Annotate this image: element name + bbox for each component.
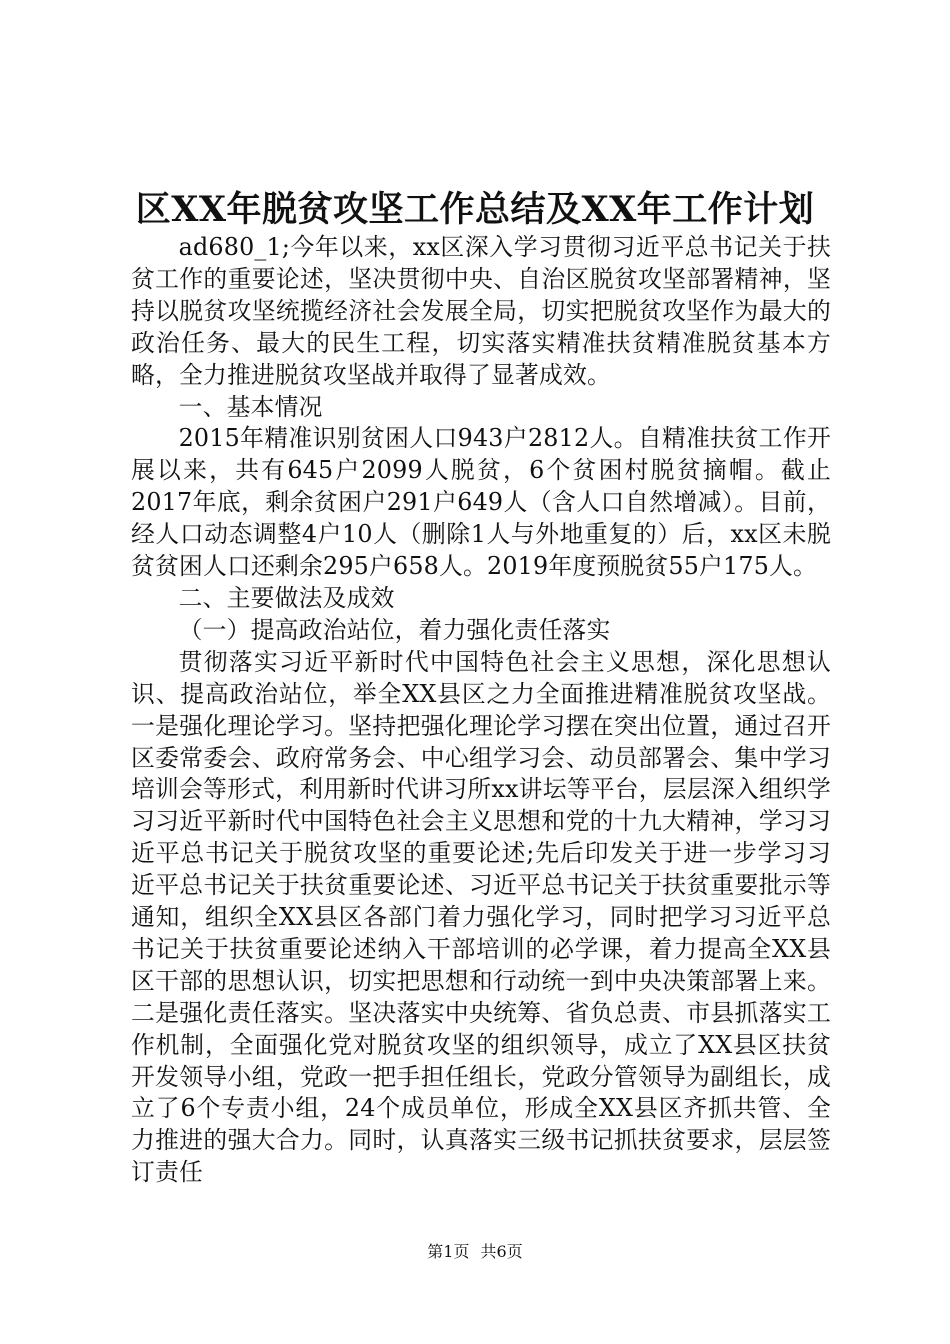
document-title: 区XX年脱贫攻坚工作总结及XX年工作计划 <box>135 189 815 230</box>
paragraph-basic-situation: 2015年精准识别贫困人口943户2812人。自精准扶贫工作开展以来，共有645户2099人脱贫，6个贫困村脱贫摘帽。截止2017年底，剩余贫困户291户649人（含人口自然增减）。目前，经人口动态调整4户10人（删除1人与外地重复的）后，xx区未脱贫贫困人口还剩余295户658人。2019年度预脱贫55户175人。 <box>131 424 831 581</box>
page-number: 第1页 <box>427 1242 470 1261</box>
paragraph-subsection-1: 贯彻落实习近平新时代中国特色社会主义思想，深化思想认识、提高政治站位，举全XX县区之力全面推进精准脱贫攻坚战。一是强化理论学习。坚持把强化理论学习摆在突出位置，通过召开区委常委会、政府常务会、中心组学习会、动员部署会、集中学习培训会等形式，利用新时代讲习所xx讲坛等平台，层层深入组织学习习近平新时代中国特色社会主义思想和党的十九大精神，学习习近平总书记关于脱贫攻坚的重要论述;先后印发关于进一步学习习近平总书记关于扶贫重要论述、习近平总书记关于扶贫重要批示等通知，组织全XX县区各部门着力强化学习，同时把学习习近平总书记关于扶贫重要论述纳入干部培训的必学课，着力提高全XX县区干部的思想认识，切实把思想和行动统一到中央决策部署上来。二是强化责任落实。坚决落实中央统筹、省负总责、市县抓落实工作机制，全面强化党对脱贫攻坚的组织领导，成立了XX县区扶贫开发领导小组，党政一把手担任组长，党政分管领导为副组长，成立了6个专责小组，24个成员单位，形成全XX县区齐抓共管、全力推进的强大合力。同时，认真落实三级书记抓扶贫要求，层层签订责任 <box>131 647 831 1187</box>
page-footer <box>0 1242 950 1262</box>
subsection-heading-1: （一）提高政治站位，着力强化责任落实 <box>178 615 611 644</box>
section-heading-basic: 一、基本情况 <box>178 392 323 421</box>
document-body <box>131 232 831 1189</box>
page-total: 共6页 <box>480 1242 523 1261</box>
paragraph-intro: ad680_1;今年以来，xx区深入学习贯彻习近平总书记关于扶贫工作的重要论述，坚决贯彻中央、自治区脱贫攻坚部署精神，坚持以脱贫攻坚统揽经济社会发展全局，切实把脱贫攻坚作为最大的政治任务、最大的民生工程，切实落实精准扶贫精准脱贫基本方略，全力推进脱贫攻坚战并取得了显著成效。 <box>131 233 831 389</box>
section-heading-practices: 二、主要做法及成效 <box>178 583 395 612</box>
